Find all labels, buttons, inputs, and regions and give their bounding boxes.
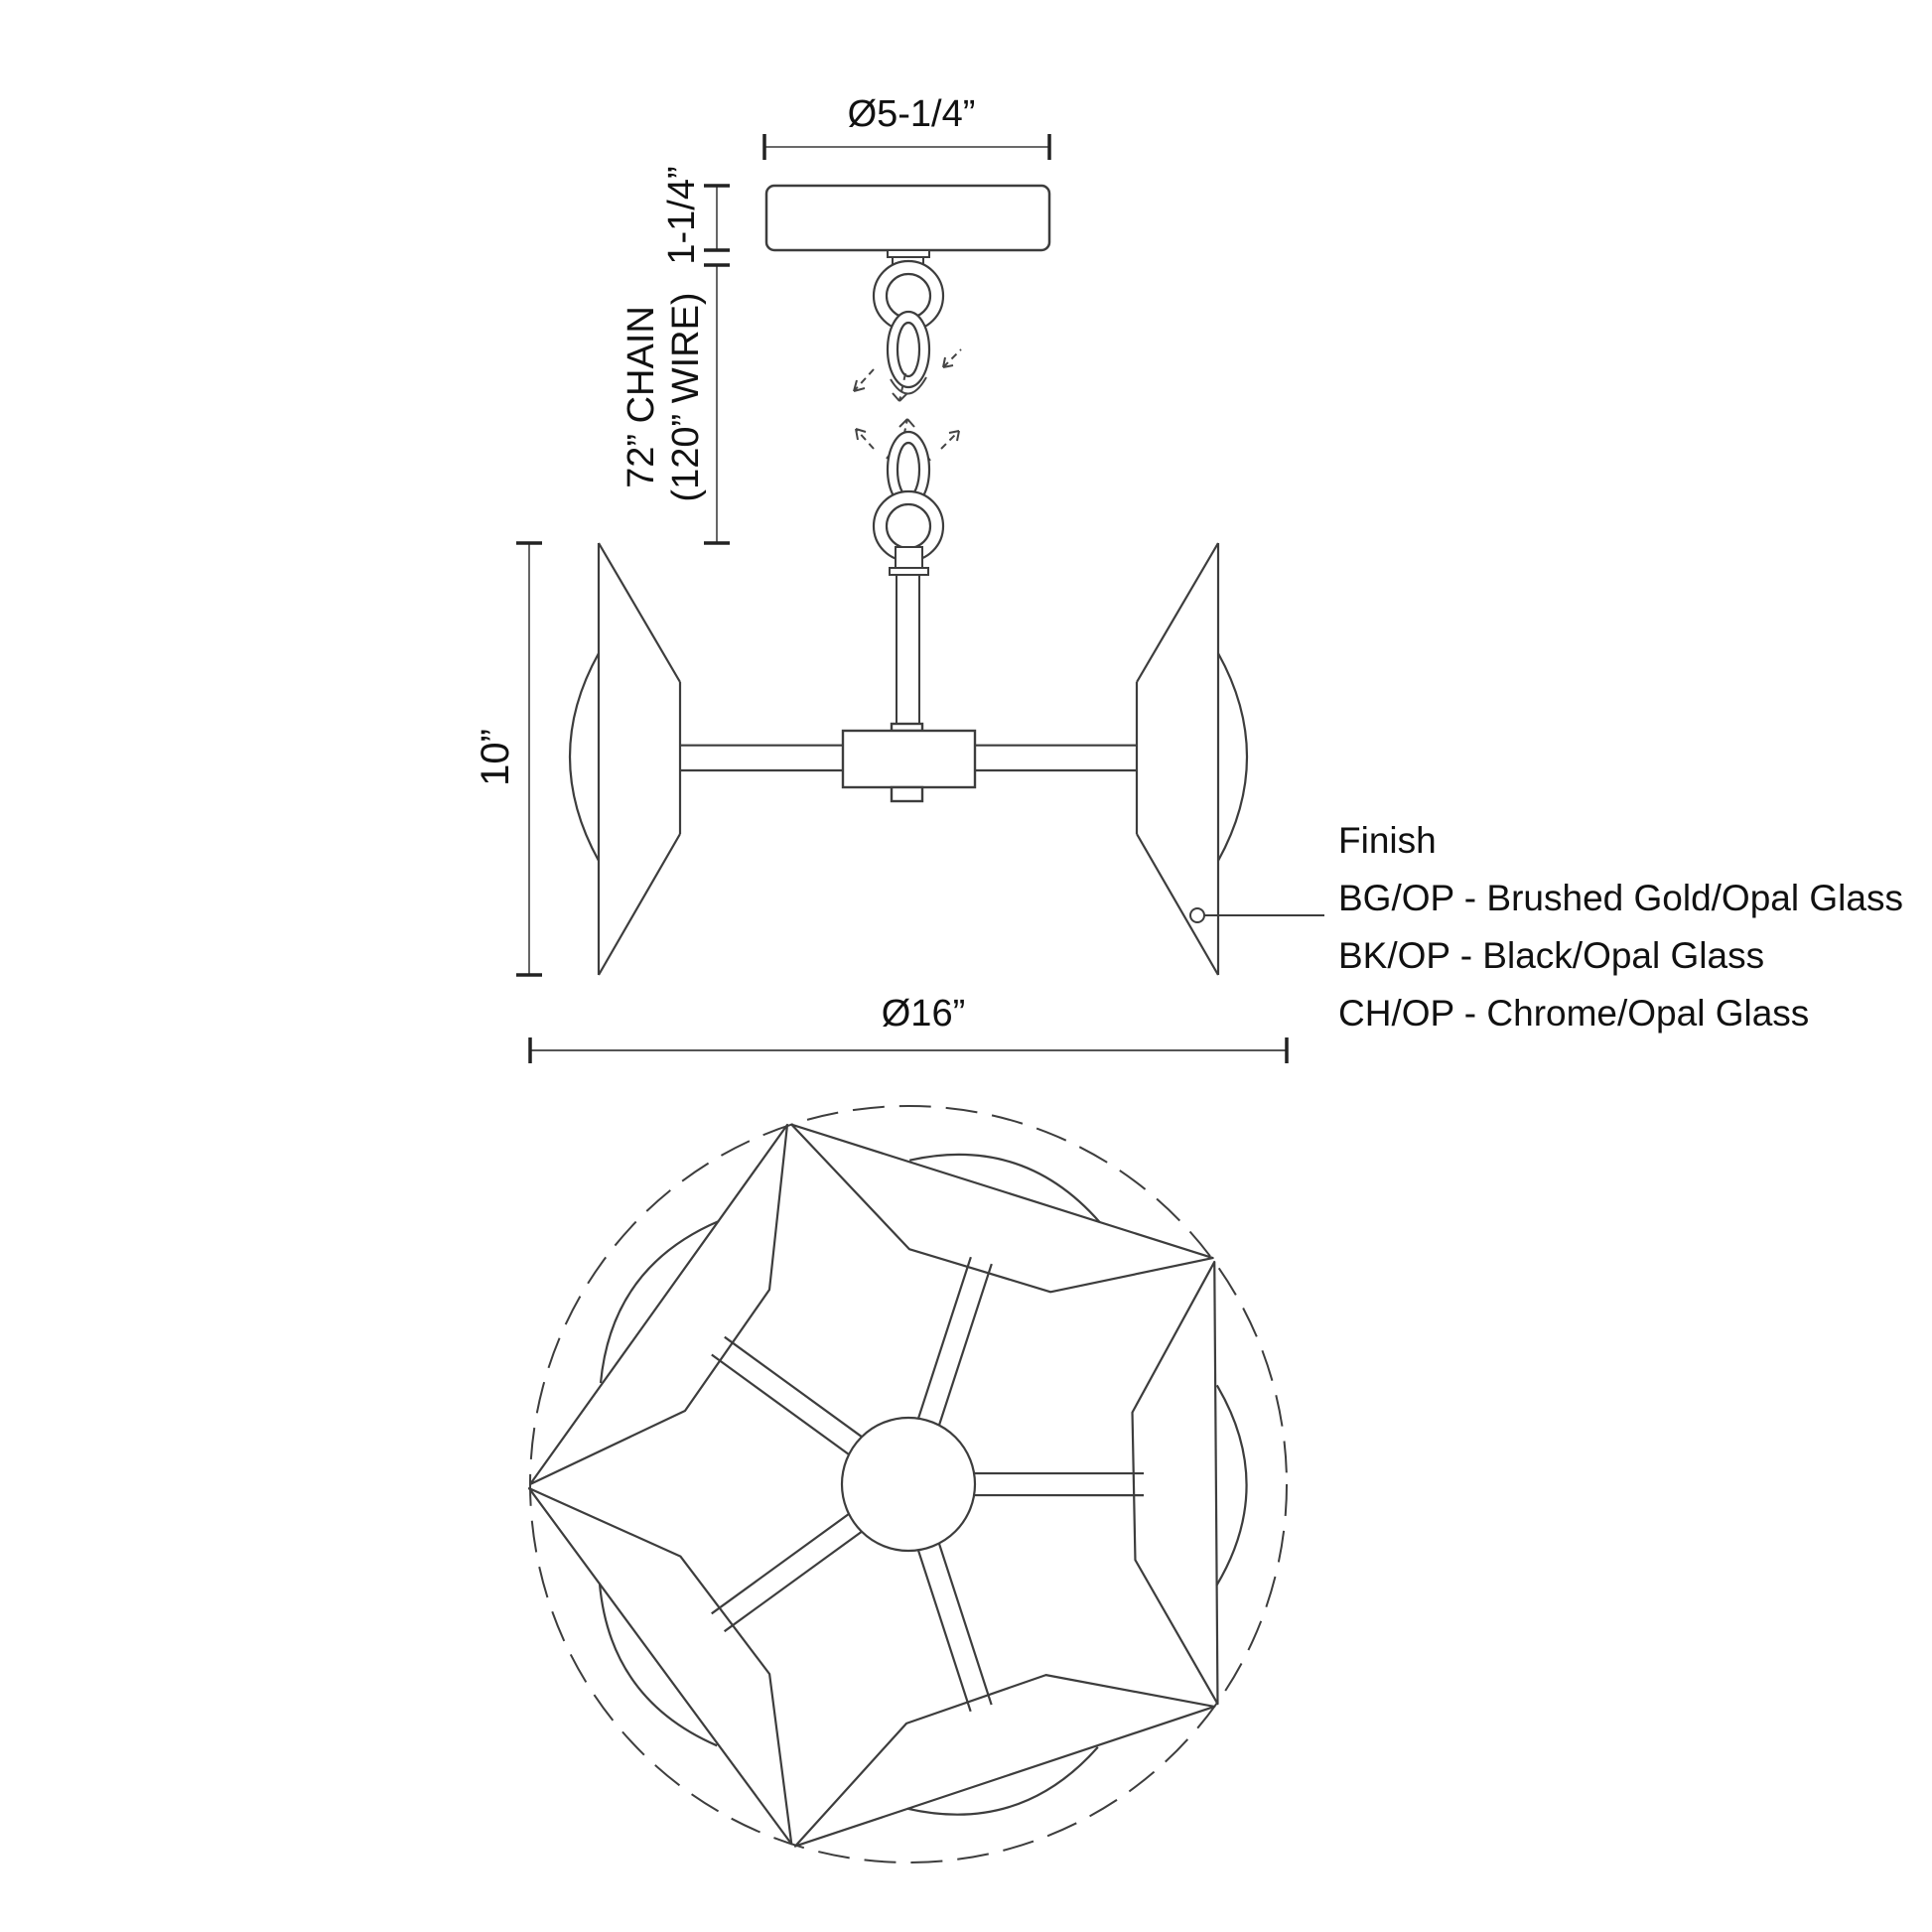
hub-bottom-nub [892, 787, 922, 801]
plan-shade-5 [450, 1488, 871, 1844]
stem-neck [896, 547, 922, 568]
plan-shade-4 [795, 1556, 1214, 1932]
finish-leader [1190, 908, 1324, 922]
dim-fixture-height-label: 10” [474, 729, 517, 786]
side-elevation-view [474, 93, 1903, 1063]
stem-rod [897, 575, 919, 724]
shade-left-bottom-slant [599, 834, 680, 975]
shade-right-bottom-slant [1137, 834, 1218, 975]
plan-shade-2 [791, 1014, 1212, 1369]
plan-arm-1 [712, 1337, 867, 1458]
stem-flange [890, 568, 928, 575]
finish-legend-title: Finish [1338, 820, 1437, 861]
dim-canopy-diameter [764, 93, 1049, 160]
finish-option-ch-op: CH/OP - Chrome/Opal Glass [1338, 993, 1810, 1034]
plan-shade-3 [1007, 1262, 1426, 1704]
dim-canopy-height-label: 1-1/4” [661, 166, 703, 265]
dim-fixture-height [474, 543, 542, 975]
dim-suspension-label-line1: 72” CHAIN [621, 306, 662, 488]
dim-fixture-diameter [530, 993, 1287, 1063]
hub [843, 724, 975, 801]
dim-canopy-height [661, 166, 730, 264]
finish-legend [1338, 820, 1903, 1034]
plan-arm-3 [957, 1390, 1154, 1579]
chain-assembly [854, 250, 961, 724]
finish-leader-dot [1190, 908, 1204, 922]
dim-canopy-diameter-label: Ø5-1/4” [847, 93, 976, 135]
dim-suspension-label-line2: (120” WIRE) [665, 292, 707, 502]
hub-body [843, 731, 975, 787]
canopy-outline [766, 186, 1049, 250]
shade-right-top-slant [1137, 543, 1218, 682]
chain-link-lower-inner [897, 443, 919, 496]
finish-option-bk-op: BK/OP - Black/Opal Glass [1338, 935, 1765, 976]
dim-suspension [621, 265, 730, 543]
shade-left-glass-arc [570, 653, 599, 861]
chain-ring-bottom-inner [887, 504, 930, 548]
dim-fixture-diameter-label: Ø16” [881, 993, 966, 1035]
shade-right-glass-arc [1218, 653, 1247, 861]
plan-arm-4 [856, 1530, 1052, 1719]
plan-view [450, 1014, 1426, 1932]
shade-left-top-slant [599, 543, 680, 682]
chain-link-upper-inner [897, 323, 919, 376]
shade-left [570, 543, 680, 975]
canopy-collar [888, 250, 929, 257]
plan-hub-circle [842, 1418, 975, 1551]
canopy [766, 186, 1049, 250]
plan-shade-1 [530, 1125, 787, 1484]
finish-option-bg-op: BG/OP - Brushed Gold/Opal Glass [1338, 878, 1903, 918]
